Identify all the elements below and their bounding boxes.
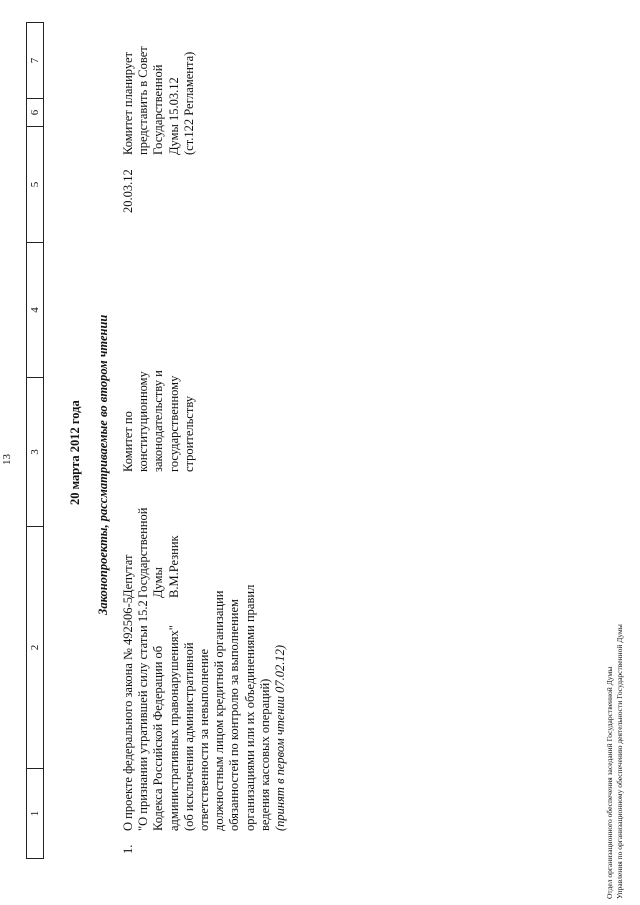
bill-line: должностным лицом кредитной организации	[212, 590, 227, 831]
bill-line: ведения кассовых операций)	[257, 678, 272, 831]
remark-line: (ст.122 Регламента)	[181, 51, 196, 155]
bill-line: обязанностей по контролю за выполнением	[227, 599, 242, 831]
header-col-2: 2	[27, 526, 43, 768]
page-number: 13	[1, 454, 13, 465]
date-heading: 20 марта 2012 года	[68, 400, 82, 505]
bill-line: ответственности за невыполнение	[197, 648, 212, 831]
remark-line: Думы 15.03.12	[166, 77, 181, 155]
footer-line: Управления по организационному обеспечению деятельности Государственной Думы	[615, 624, 624, 899]
section-heading: Законопроекты, рассматриваемые во втором чтении	[96, 314, 110, 615]
author-line: Депутат	[121, 554, 135, 598]
row-number: 1.	[121, 844, 135, 854]
table-header-row	[26, 22, 44, 859]
committee-line: государственному	[166, 375, 181, 472]
bill-line: административных правонарушениях"	[166, 625, 181, 831]
committee-line: Комитет по	[121, 411, 135, 472]
author-line: Думы	[151, 567, 166, 598]
bill-line: Кодекса Российской Федерации об	[151, 645, 166, 831]
header-col-6: 6	[27, 98, 43, 126]
bill-title-cell	[121, 585, 288, 831]
committee-line: строительству	[181, 395, 196, 472]
author-line: Государственной	[136, 507, 151, 598]
bill-line: организациями или их объединениями правил	[242, 584, 257, 831]
committee-line: законодательству и	[151, 370, 166, 472]
header-col-1: 1	[27, 768, 43, 858]
header-col-5: 5	[27, 126, 43, 242]
bill-line: (об исключении административной	[181, 642, 196, 831]
bill-line: "О признании утратившей силу статьи 15.2	[136, 600, 151, 831]
remark-line: представить в Совет	[136, 46, 151, 155]
bill-line: О проекте федерального закона № 492506-5	[121, 597, 135, 831]
footer-line: Отдел организационного обеспечения заседаний Государственной Думы	[605, 666, 614, 899]
remark-line: Комитет планирует	[121, 52, 135, 155]
header-col-7: 7	[29, 57, 41, 64]
committee-cell	[121, 370, 197, 472]
first-reading-note: (принят в первом чтении 07.02.12)	[273, 644, 288, 831]
header-col-3: 3	[27, 377, 43, 526]
committee-line: конституционному	[136, 371, 151, 472]
footer	[605, 624, 625, 899]
date-cell: 20.03.12	[121, 169, 135, 213]
remark-line: Государственной	[151, 64, 166, 155]
author-cell	[121, 508, 182, 598]
remark-cell	[121, 46, 197, 155]
author-line: В.М.Резник	[166, 535, 181, 598]
header-col-4: 4	[27, 242, 43, 377]
